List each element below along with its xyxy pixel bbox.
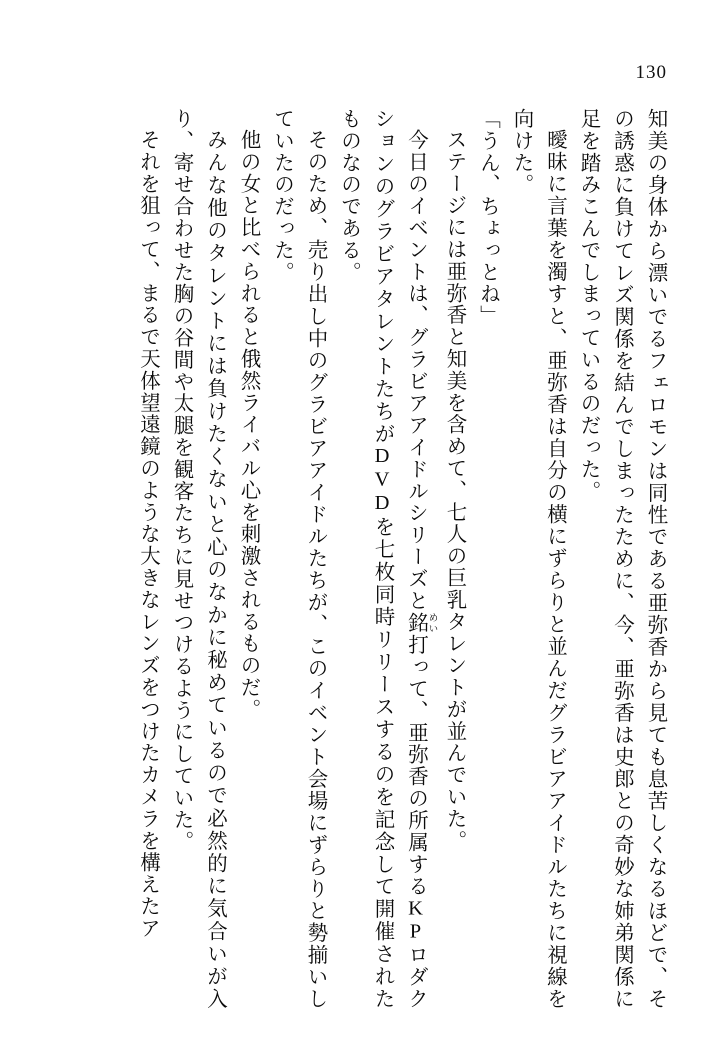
paragraph: 知美の身体から漂いでるフェロモンは同性である亜弥香から見ても息苦しくなるほどで、その誘惑に負けてレズ関係を結んでしまったために、今、亜弥香は史郎との奇妙な姉弟関係に足を踏みこんでしまっているのだった。 bbox=[577, 108, 666, 1010]
paragraph: ステージには亜弥香と知美を含めて、七人の巨乳タレントが並んでいた。 bbox=[443, 129, 465, 852]
paragraph: みんな他のタレントには負けたくないと心のなかに秘めているので必然的に気合いが入り、寄せ合わせた胸の谷間や太腿を観客たちに見せつけるようにしていた。 bbox=[170, 108, 226, 1010]
paragraph: 他の女と比べられると俄然ライバル心を刺激されるものだ。 bbox=[237, 129, 259, 721]
ruby-annotation: 銘 めい bbox=[404, 611, 437, 634]
paragraph-dialogue: 「うん、ちょっとね」 bbox=[476, 108, 499, 327]
paragraph: それを狙って、まるで天体望遠鏡のような大きなレンズをつけたカメラを構えたア bbox=[136, 129, 159, 940]
page-body-text bbox=[60, 108, 671, 1010]
paragraph: 曖昧に言葉を濁すと、亜弥香は自分の横にずらりと並んだグラビアアイドルたちに視線を向けた。 bbox=[510, 108, 566, 1010]
page-number: 130 bbox=[635, 62, 667, 83]
paragraph: そのため、売り出し中のグラビアアイドルたちが、このイベント会場にずらりと勢揃いしていたのだった。 bbox=[270, 108, 326, 1010]
paragraph-with-ruby: 今日のイベントは、グラビアアイドルシリーズと銘 めい打って、亜弥香の所属するKPロダクションのグラビアタレントたちがDVDを七枚同時リリースするのを記念して開催されたものなのである。 bbox=[337, 108, 437, 1010]
